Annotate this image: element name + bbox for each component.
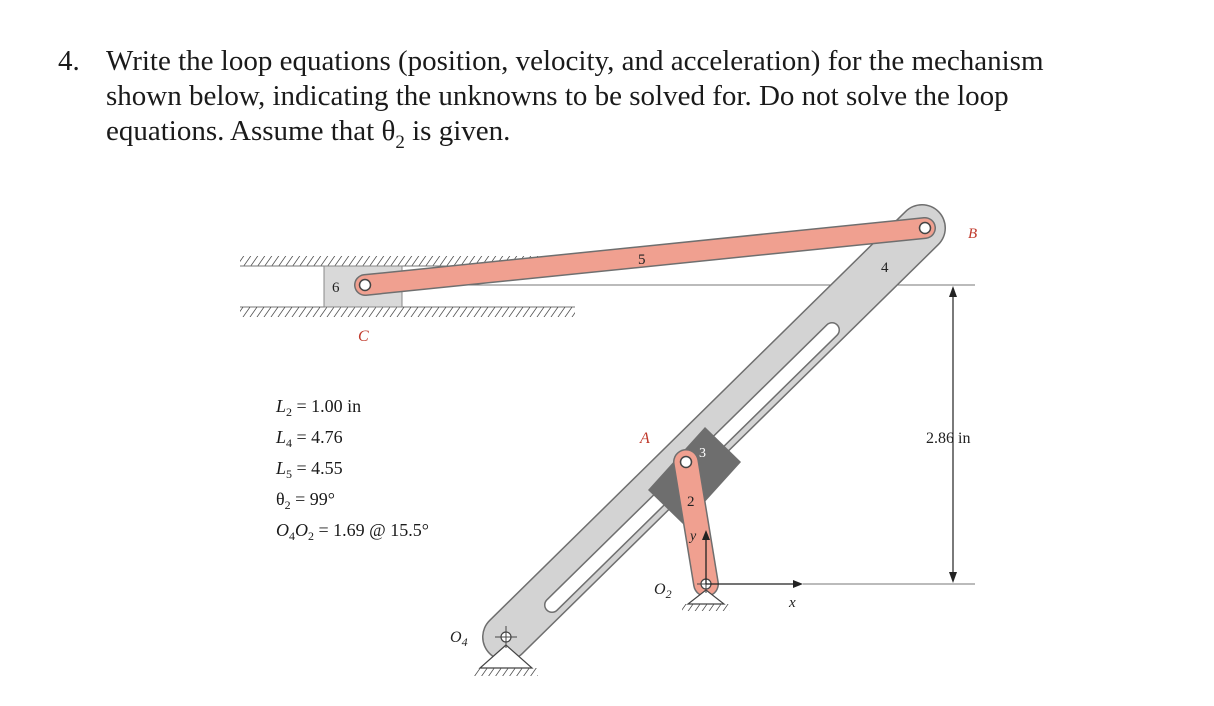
given-l5: $L_5 = 4.55$ <box>276 458 343 481</box>
given-values <box>276 392 429 547</box>
given-theta2: $\theta_2 = 99^\circ$ <box>276 489 335 512</box>
problem-number: 4. <box>58 45 80 77</box>
label-o2-sub: 2 <box>665 587 672 601</box>
pin-a <box>681 457 692 468</box>
label-dimension: 2.86 in <box>926 430 971 447</box>
label-o2 <box>654 581 672 601</box>
label-o4-base: O <box>450 629 462 646</box>
label-point-a: A <box>640 430 650 447</box>
x-axis-arrow <box>793 580 803 588</box>
label-axis-x: x <box>789 595 796 611</box>
problem-line-3-post: is given. <box>404 115 511 147</box>
label-point-c: C <box>358 328 369 345</box>
lower-rail-hatch <box>240 307 575 317</box>
label-link-3: 3 <box>699 446 706 461</box>
label-axis-y: y <box>690 529 697 544</box>
theta-subscript: 2 <box>395 132 405 153</box>
label-link-5: 5 <box>638 252 646 268</box>
problem-line-1: Write the loop equations (position, velocity, and acceleration) for the mechanism <box>106 45 1044 77</box>
label-link-2: 2 <box>687 494 695 510</box>
pin-c <box>360 280 371 291</box>
label-link-6: 6 <box>332 280 340 296</box>
label-link-4: 4 <box>881 260 889 276</box>
given-o4o2: $O_4O_2 = 1.69$ @ 15.5° <box>276 520 429 543</box>
coordinate-axes <box>702 530 975 588</box>
problem-line-2: shown below, indicating the unknowns to be solved for. Do not solve the loop <box>106 80 1009 112</box>
pin-b <box>920 223 931 234</box>
label-o4 <box>450 629 468 649</box>
problem-line-3-pre: equations. Assume that θ <box>106 115 396 147</box>
given-l2: $L_2 = 1.00$ in <box>276 396 362 419</box>
label-o2-base: O <box>654 581 666 598</box>
label-point-b: B <box>968 226 978 242</box>
label-o4-sub: 4 <box>461 635 468 649</box>
given-l4: $L_4 = 4.76$ <box>276 427 343 450</box>
